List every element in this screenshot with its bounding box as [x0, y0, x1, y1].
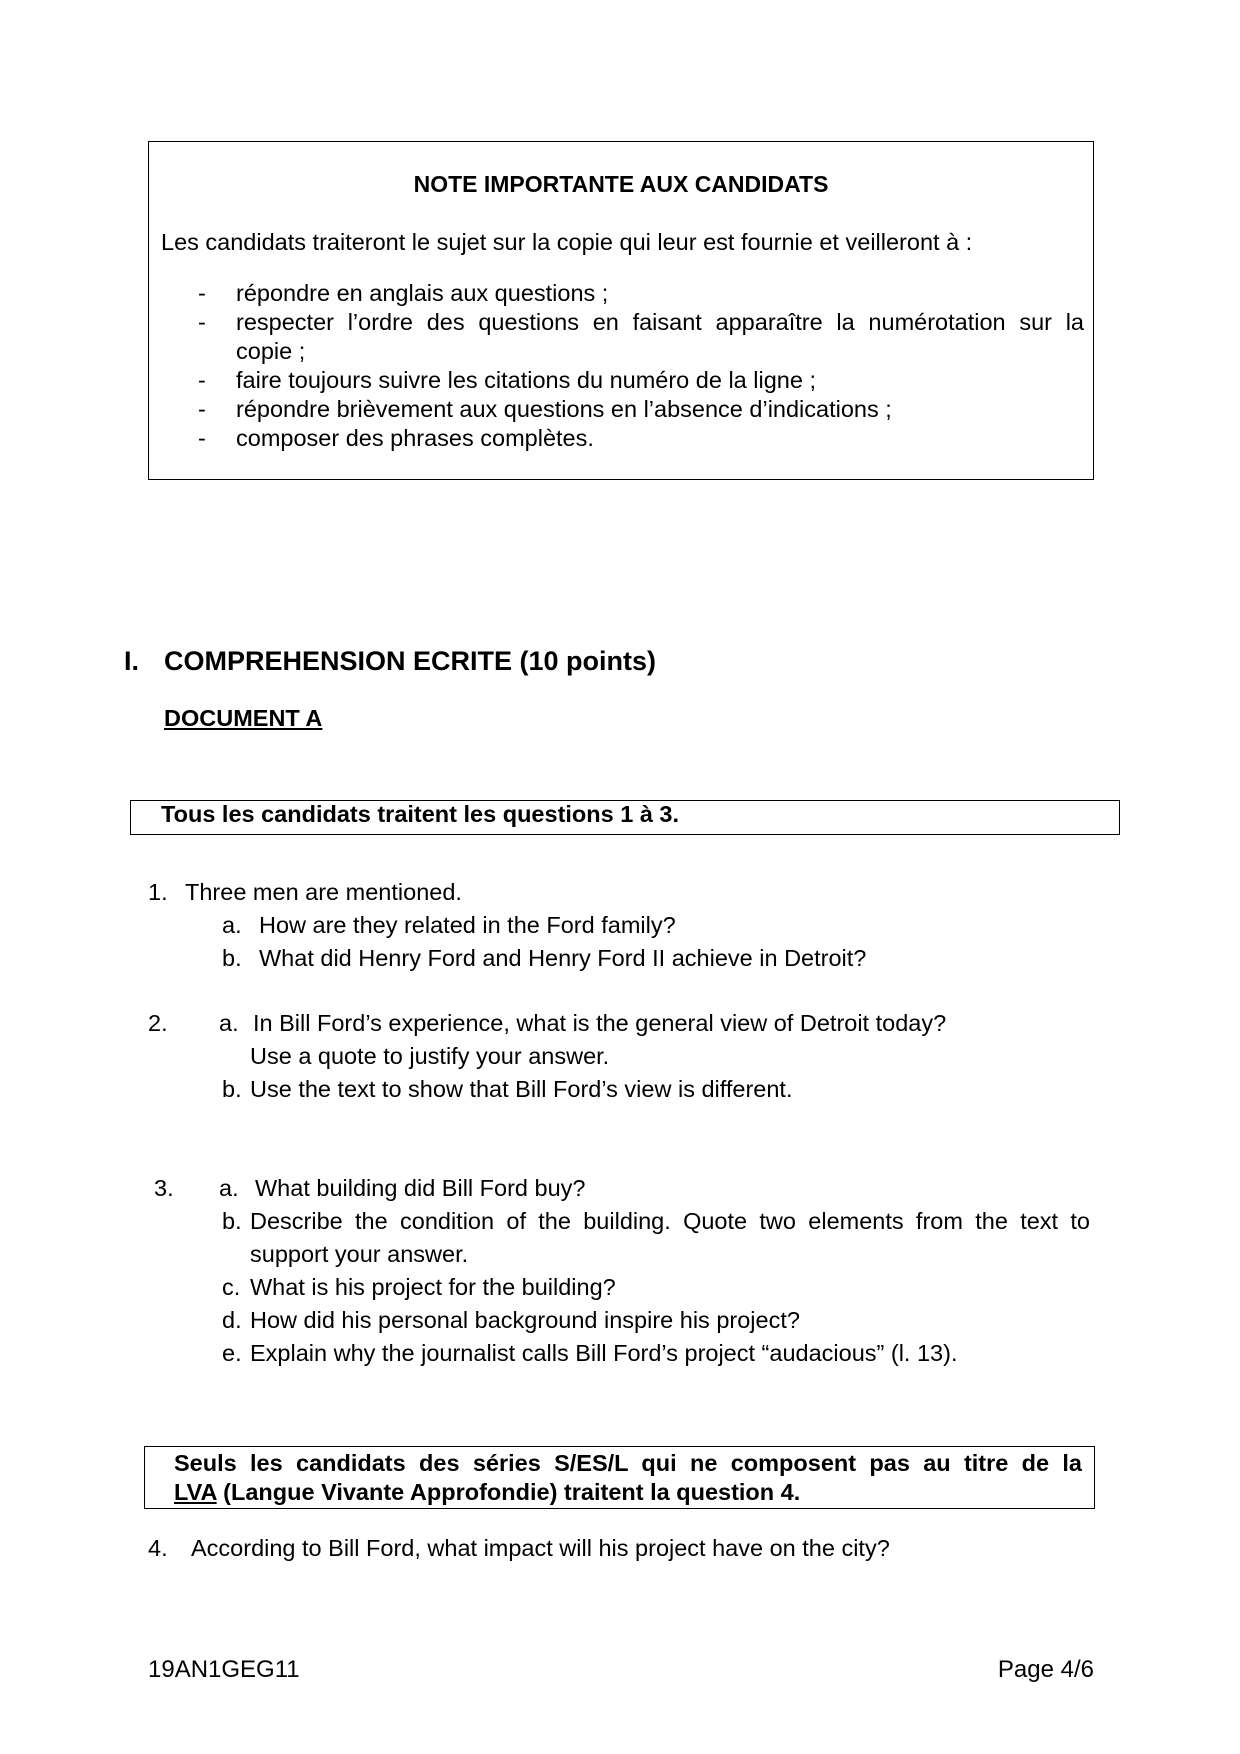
sub-question-label: b. [222, 1076, 242, 1102]
footer-code: 19AN1GEG11 [148, 1656, 300, 1683]
question-number: 3. [154, 1175, 174, 1201]
instruction-text: Tous les candidats traitent les questions 1 à 3. [161, 801, 680, 827]
sub-question-label: e. [222, 1340, 242, 1366]
question-text: According to Bill Ford, what impact will his project have on the city? [191, 1535, 890, 1561]
sub-question-text: What did Henry Ford and Henry Ford II achieve in Detroit? [259, 945, 867, 971]
instruction-line: Seuls les candidats des séries S/ES/L qui ne composent pas au titre de la [174, 1450, 1082, 1476]
document-label: DOCUMENT A [164, 705, 323, 731]
sub-question-text: What is his project for the building? [250, 1274, 616, 1300]
instruction-line [174, 1478, 1082, 1507]
list-dash: - [198, 396, 206, 422]
sub-question-text: What building did Bill Ford buy? [255, 1175, 586, 1201]
sub-question-label: c. [222, 1274, 241, 1300]
list-item: composer des phrases complètes. [236, 425, 594, 451]
list-dash: - [198, 280, 206, 306]
list-dash: - [198, 309, 206, 335]
sub-question-label: b. [222, 1208, 242, 1234]
sub-question-text: Describe the condition of the building. Quote two elements from the text to [250, 1208, 1090, 1234]
instruction-line-rest: (Langue Vivante Approfondie) traitent la question 4. [216, 1479, 801, 1505]
lva-abbreviation: LVA [174, 1479, 217, 1505]
sub-question-label: a. [219, 1175, 239, 1201]
sub-question-label: d. [222, 1307, 242, 1333]
question-number: 2. [148, 1010, 168, 1036]
section-number: I. [124, 646, 140, 676]
sub-question-label: a. [219, 1010, 239, 1036]
sub-question-label: b. [222, 945, 242, 971]
list-item: répondre en anglais aux questions ; [236, 280, 609, 306]
page-number: Page 4/6 [997, 1656, 1094, 1683]
list-dash: - [198, 367, 206, 393]
section-heading [124, 646, 656, 677]
list-item-continuation: copie ; [236, 338, 306, 364]
sub-question-text: Use the text to show that Bill Ford’s view is different. [250, 1076, 793, 1102]
list-item: respecter l’ordre des questions en faisant apparaître la numérotation sur la [236, 309, 1084, 335]
list-item: répondre brièvement aux questions en l’absence d’indications ; [236, 396, 892, 422]
question-number: 4. [148, 1535, 168, 1561]
question-number: 1. [148, 879, 168, 905]
note-intro: Les candidats traiteront le sujet sur la copie qui leur est fournie et veilleront à : [161, 229, 973, 255]
instruction-text-lva [174, 1449, 1082, 1507]
question-text: Three men are mentioned. [185, 879, 462, 905]
sub-question-text: Explain why the journalist calls Bill Ford’s project “audacious” (l. 13). [250, 1340, 958, 1366]
list-item: faire toujours suivre les citations du numéro de la ligne ; [236, 367, 816, 393]
list-dash: - [198, 425, 206, 451]
sub-question-text: In Bill Ford’s experience, what is the general view of Detroit today? [253, 1010, 947, 1036]
sub-question-text-continuation: Use a quote to justify your answer. [250, 1043, 610, 1069]
sub-question-text: How are they related in the Ford family? [259, 912, 676, 938]
sub-question-text-continuation: support your answer. [250, 1241, 469, 1267]
section-title: COMPREHENSION ECRITE (10 points) [164, 646, 657, 676]
note-title: NOTE IMPORTANTE AUX CANDIDATS [413, 171, 829, 197]
sub-question-text: How did his personal background inspire his project? [250, 1307, 800, 1333]
sub-question-label: a. [222, 912, 242, 938]
